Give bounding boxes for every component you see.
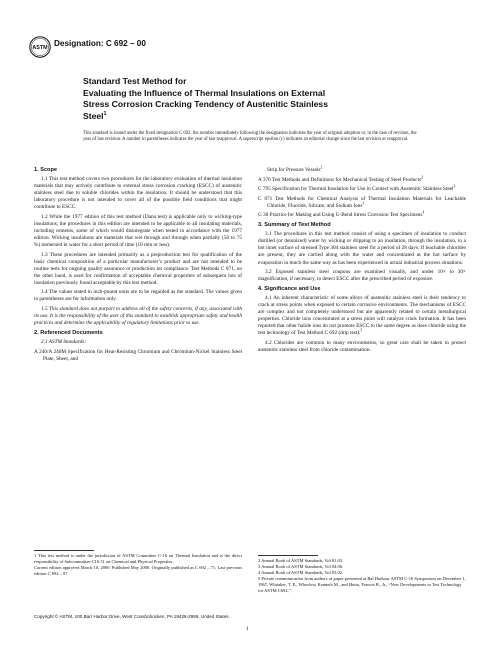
paragraph: 1.2 While the 1977 edition of this test method (Dana test) is applicable only to wicking-type insulations, the procedures in this edition are intended to be applicable to all insulating materials, including cements, some of which would disintegrate when tested in accordance with the 1977 edition. Wicking insulations are materials that wet through and through when partially (50 to 75 %) immersed in water for a short period of time (10 min or less). [34, 213, 242, 248]
footnotes-left [34, 553, 242, 577]
reference-item: A 240/A 240M Specification for Heat-Resisting Chromium and Chromium-Nickel Stainless Steel Plate, Sheet, and [34, 348, 242, 362]
svg-text:ASTM: ASTM [32, 45, 48, 52]
footnote-divider [34, 550, 94, 551]
paragraph: 1.1 This test method covers two procedures for the laboratory evaluation of thermal insulation materials that may actively contribute to external stress corrosion cracking (ESCC) of austenitic stainless steel due to soluble chlorides within the insulation. It should be understood that this laboratory procedure is not intended to cover all of the possible field conditions that might contribute to ESCC. [34, 176, 242, 211]
designation: Designation: C 692 – 00 [54, 39, 146, 48]
title-line: Standard Test Method for [83, 76, 187, 86]
footnote: 5 Private communication from authors of paper presented at Bal Harbour ASTM C-16 Symposium on December 1, 1967, Whitaker, T. E., Whorlow, Kenneth M., and Hutto, Francis B., Jr., “New Developments in Test Technology for ASTM C692,” [258, 576, 466, 593]
safety-paragraph: 1.5 This standard does not purport to address all of the safety concerns, if any, associated with its use. It is the responsibility of the user of this standard to establish appropriate safety and health practices and determine the applicability of regulatory limitations prior to use. [34, 305, 242, 326]
reference-item: Strip for Pressure Vessels$^2$ [267, 165, 323, 173]
footnote: 4 Annual Book of ASTM Standards, Vol 03.02. [258, 570, 344, 575]
copyright: Copyright © ASTM, 100 Barr Harbor Drive, West Conshohocken, PA 19428-2959, United States. [34, 614, 230, 619]
paragraph: 4.2 Chlorides are common to many environments, so great care shall be taken to protect austenitic stainless steel from chloride contamination. [258, 339, 466, 354]
page-number: 1 [246, 626, 249, 632]
paragraph: 4.1 An inherent characteristic of some alloys of austenitic stainless steel is their tendency to crack at stress points when exposed to certain corrosive environments. The mechanisms of ESCC are complex and not completely understood but are apparently related to certain metallurgical properties. Chloride ions concentrated at a stress point will catalyze crack formation. It has been reported that other halide ions do not promote ESCC to the same degree as does chloride using the test technology of Test Method C 692 (drip test).$^5$ [258, 295, 466, 337]
paragraph: 2.1 ASTM Standards: [41, 339, 87, 346]
footnote: 1 This test method is under the jurisdiction of ASTM Committee C-16 on Thermal Insulation and is the direct responsibility of Subcommittee C16.31 on Chemical and Physical Properties. [34, 553, 242, 564]
reference-item: G 30 Practice for Making and Using U-Bend Stress Corrosion Test Specimens$^4$ [258, 210, 425, 219]
title-line: Stress Corrosion Cracking Tendency of Austenitic Stainless [83, 99, 328, 109]
title-line: Steel$^1$ [83, 110, 107, 121]
reference-item: A 370 Test Methods and Definitions for Mechanical Testing of Steel Products$^2$ [258, 174, 423, 183]
issuance-notice: This standard is issued under the fixed designation C 692; the number immediately following the designation indicates the year of original adoption or, in the case of revision, the year of last revision. A number in parentheses indicates the year of last reapproval. A superscript epsilon (ε) indicates an editorial change since the last revision or reapproval. [83, 131, 417, 143]
reference-item: C 871 Test Methods for Chemical Analysis of Thermal Insulation Materials for Leachable Chloride, Fluoride, Silicate, and Sodium Ions$^3$ [258, 195, 466, 209]
reference-item: C 795 Specification for Thermal Insulation for Use in Contact with Austenitic Stainless Steel$^3$ [258, 184, 456, 193]
section-heading: 3. Summary of Test Method [258, 222, 331, 229]
footnote: 3 Annual Book of ASTM Standards, Vol 04.06. [258, 564, 344, 569]
paragraph: 3.1 The procedures in this test method consist of using a specimen of insulation to conduct distilled (or deionized) water by wicking or dripping to an insulation, through the insulation, to a hot inner surface of stressed Type 304 stainless steel for a period of 28 days. If leachable chlorides are present, they are carried along with the water and concentrated at the hot surface by evaporation in much the same way as has been experienced in actual industrial process situations. [258, 231, 466, 266]
astm-logo-icon [29, 36, 51, 58]
footnote: 2 Annual Book of ASTM Standards, Vol 01.03. [258, 558, 344, 563]
document-title [83, 76, 413, 122]
section-heading: 4. Significance and Use [258, 286, 321, 293]
paragraph: 1.4 The values stated in inch-pound units are to be regarded as the standard. The values given in parentheses are for information only. [34, 289, 242, 303]
paragraph: 3.2 Exposed stainless steel coupons are examined visually, and under 10× to 30× magnification, if necessary, to detect ESCC after the prescribed period of exposure. [258, 269, 466, 283]
section-heading: 2. Referenced Documents [34, 329, 103, 336]
paragraph: 1.3 These procedures are intended primarily as a preproduction test for qualification of the basic chemical composition of a particular manufacturer’s product and are not intended to be routine tests for ongoing quality assurance or production lot compliance. Test Methods C 871, on the other hand, is used for confirmation of acceptable chemical properties of subsequent lots of insulation previously found acceptable by this test method. [34, 251, 242, 286]
right-column [258, 167, 466, 357]
title-line: Evaluating the Influence of Thermal Insulations on External [83, 87, 326, 98]
footnote: Current edition approved March 10, 2000. Published May 2000. Originally published as C 692 – 71. Last previous edition C 692 – 97. [34, 565, 242, 576]
section-heading: 1. Scope [34, 167, 58, 173]
left-column [34, 167, 242, 365]
footnotes-right [258, 558, 466, 594]
footnote-divider [258, 555, 318, 556]
footnote-ref: 1 [103, 110, 107, 117]
